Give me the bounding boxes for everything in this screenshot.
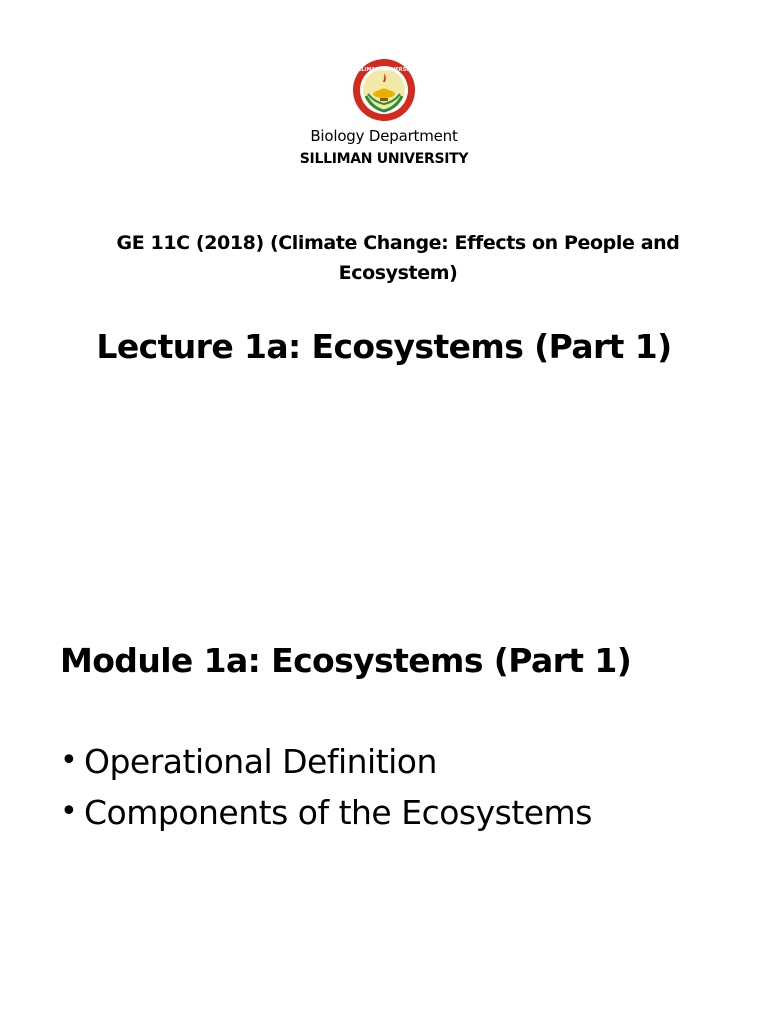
bullet-dot-icon: • [60, 794, 78, 829]
module-title: Module 1a: Ecosystems (Part 1) [60, 641, 632, 680]
department-name: Biology Department [310, 127, 458, 145]
bullet-item [60, 738, 592, 789]
bullet-dot-icon: • [60, 743, 78, 778]
lecture-title: Lecture 1a: Ecosystems (Part 1) [96, 327, 672, 366]
course-title [100, 228, 696, 288]
module-bullet-list [60, 738, 592, 840]
bullet-text: Components of the Ecosystems [84, 793, 592, 832]
bullet-text: Operational Definition [84, 742, 437, 781]
bullet-item [60, 789, 592, 840]
course-title-line-1: GE 11C (2018) (Climate Change: Effects on People and [116, 232, 680, 254]
university-seal-icon [352, 58, 416, 122]
university-name: SILLIMAN UNIVERSITY [299, 151, 469, 167]
seal-lettering: SILLIMAN UNIVERSITY [352, 67, 416, 73]
course-title-line-2: Ecosystem) [338, 262, 458, 284]
